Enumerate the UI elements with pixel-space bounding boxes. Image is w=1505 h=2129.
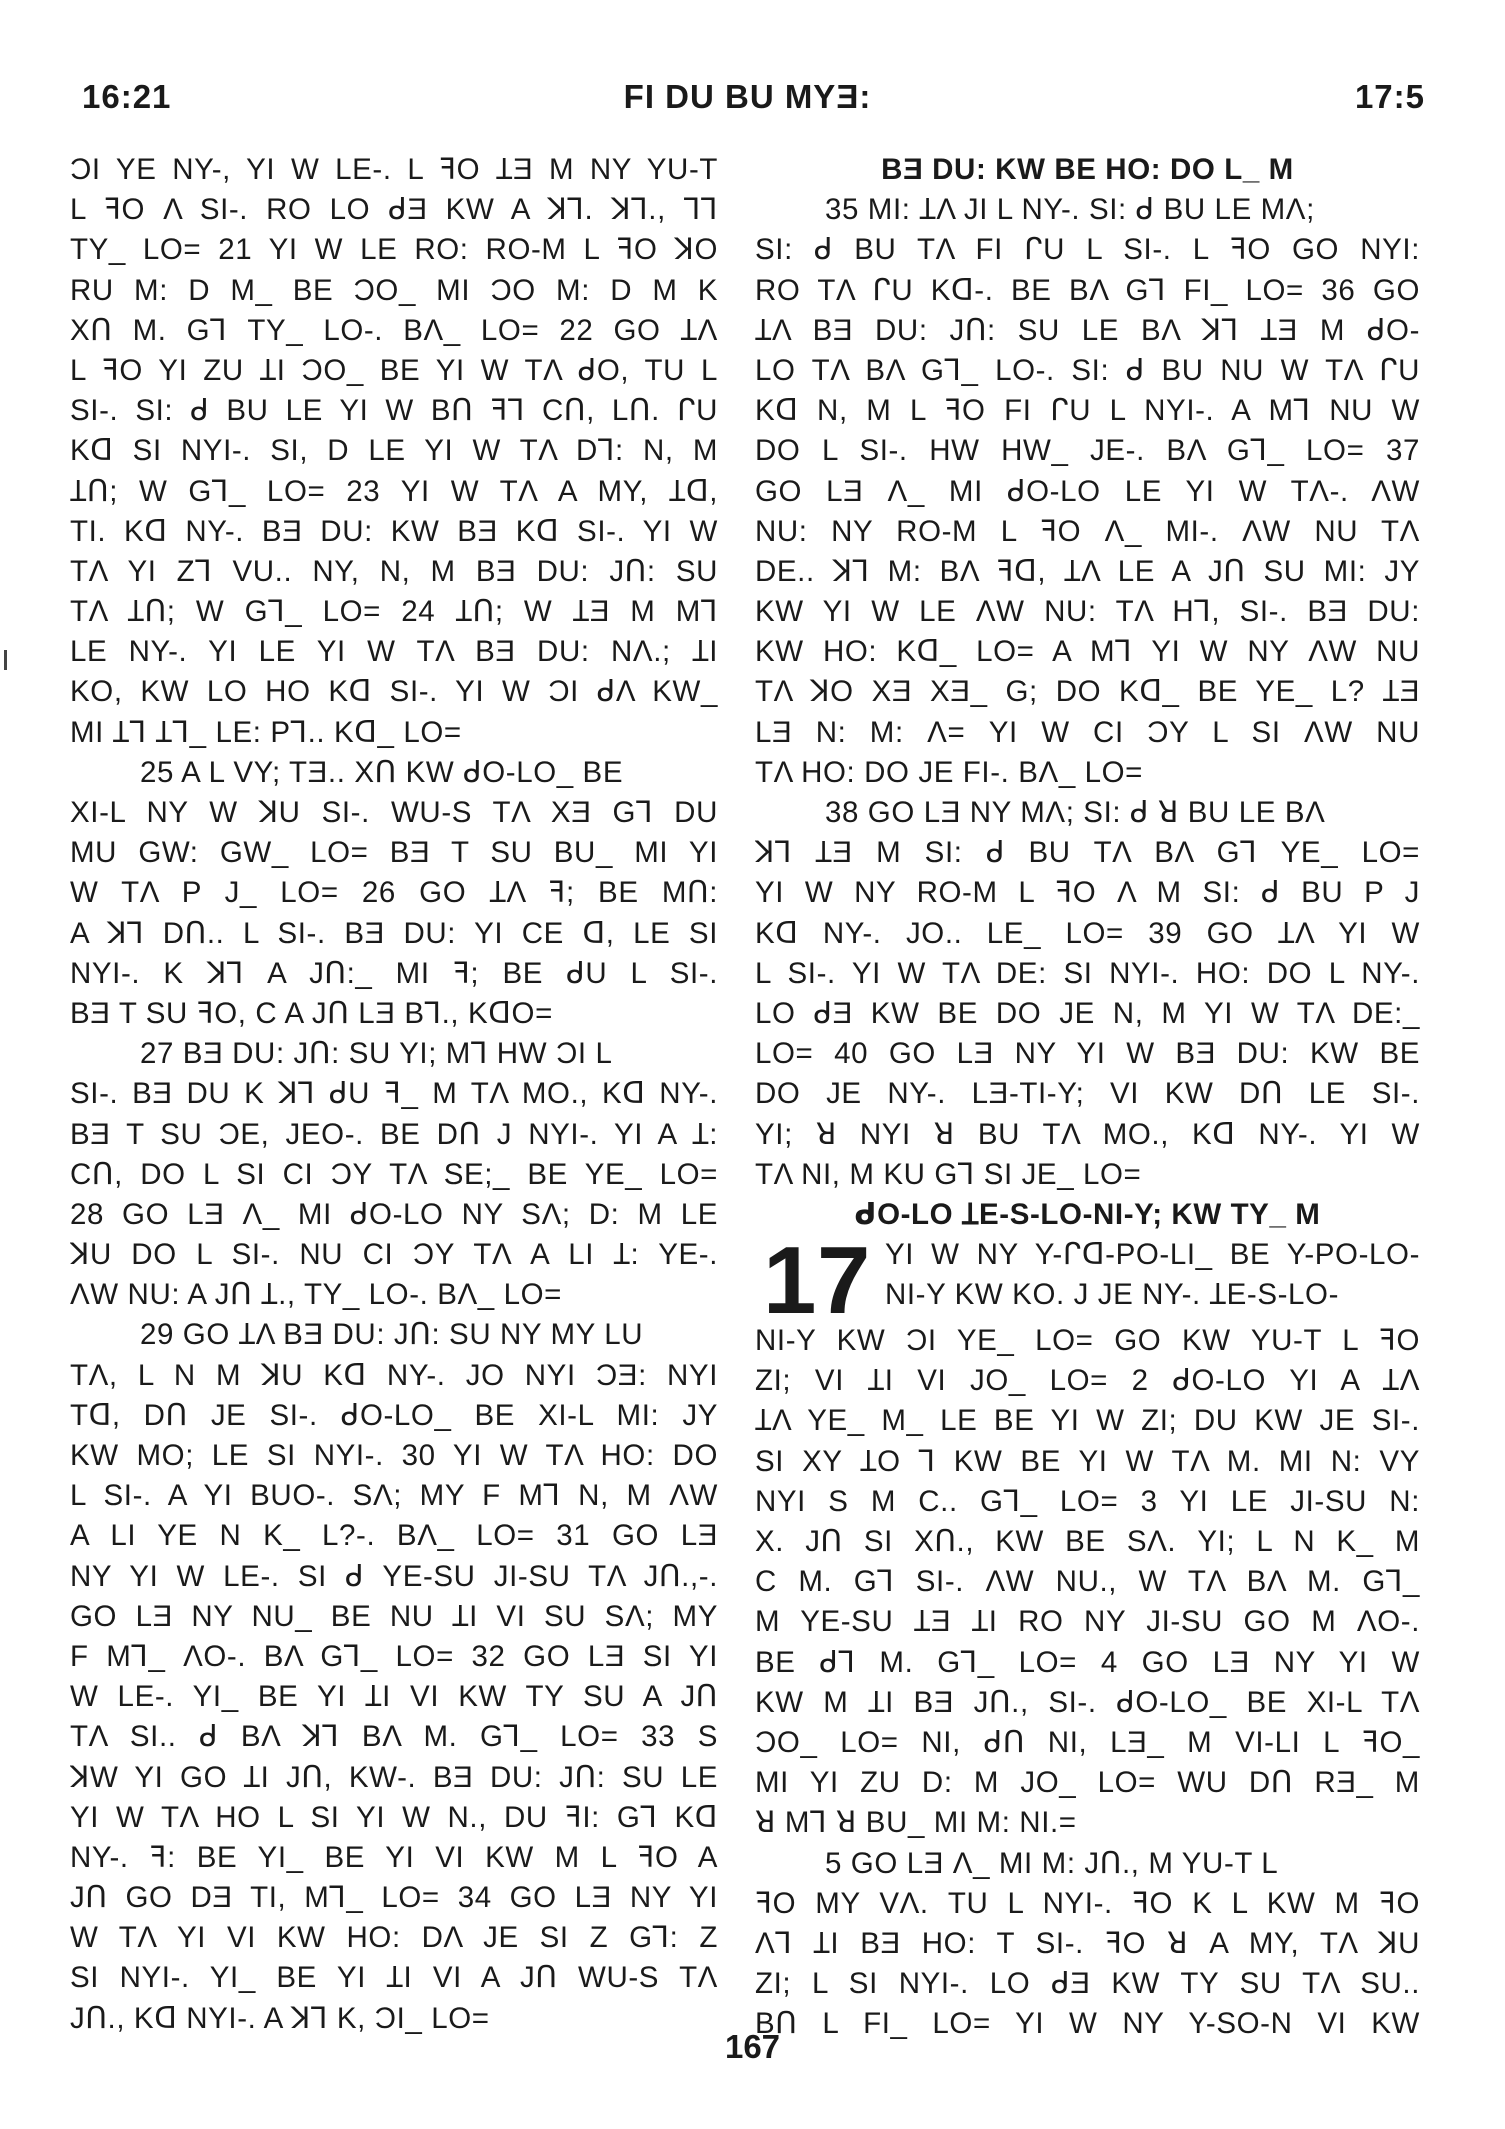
text-line: NY-. ꟻ: BE YI_ BE YI VI KW M L ꟻO A: [70, 1840, 718, 1874]
text-line: KW MO; LE SI NYI-. 30 YI W TΛ HO: DO: [70, 1439, 718, 1472]
text-line: SI-. SI: ᑯ BU LE YI W Bᑎ ꟻꓶ Cᑎ, Lᑎ. ᒋU: [70, 394, 718, 428]
text-line: BE ᑯꓶ M. Gꓶ_ LO= 4 GO LƎ NY YI W: [755, 1645, 1420, 1679]
text-line: A ꓘꓶ Dᑎ.. L SI-. BƎ DU: YI CE ᗡ, LE SI: [70, 916, 718, 950]
header-chapter-verse-start: 16:21: [82, 78, 172, 115]
text-line: Cᑎ, DO L SI CI ƆY TΛ SE;_ BE YE_ LO=: [70, 1157, 718, 1191]
text-line: SI: ᑯ BU TΛ FI ᒋU L SI-. L ꟻO GO NYI:: [755, 233, 1420, 267]
header-chapter-verse-end: 17:5: [1354, 78, 1425, 115]
text-line: ꞱΛ BƎ DU: Jᑎ: SU LE BΛ ꓘꓶ ꞱƎ M ᑯO-: [755, 313, 1420, 347]
text-line: ZI; VI ꞱI VI JO_ LO= 2 ᑯO-LO YI A ꞱΛ: [755, 1364, 1420, 1398]
chapter-text-line: NI-Y KW KO. J JE NY-. ꞱE-S-LO-: [884, 1278, 1340, 1312]
text-line: DO JE NY-. LƎ-TI-Y; VI KW Dᑎ LE SI-.: [755, 1077, 1420, 1111]
text-line: ꓤ Mꓶ ꓤ BU_ MI M: NI.=: [755, 1806, 1077, 1840]
chapter-17-opening: [755, 1235, 1420, 1321]
text-line: TΛ ꓘO XƎ XƎ_ G; DO Kᗡ_ BE YE_ L? ꞱƎ: [755, 675, 1420, 709]
right-column-lower-text: [755, 1321, 1420, 2044]
text-line: L SI-. A YI BUO-. SΛ; MY F Mꓶ N, M ΛW: [70, 1479, 718, 1513]
chapter-number: 17: [763, 1235, 871, 1322]
text-line: Λꓶ ꞱI BƎ HO: T SI-. ꟻO ꓤ A MY, TΛ ꓘU: [755, 1926, 1420, 1960]
text-line: ꟻO MY VΛ. TU L NYI-. ꟻO K L KW M ꟻO: [755, 1886, 1420, 1920]
text-line: SI NYI-. YI_ BE YI ꞱI VI A Jᑎ WU-S TΛ: [70, 1961, 718, 1995]
text-line: LƎ N: M: Λ= YI W CI ƆY L SI ΛW NU: [755, 715, 1420, 749]
text-line: NY YI W LE-. SI ᑯ YE-SU JI-SU TΛ Jᑎ.,-.: [70, 1559, 718, 1593]
margin-mark: [4, 650, 7, 670]
section-heading: ᑯO-LO ꞱE-S-LO-NI-Y; KW TY_ M: [854, 1197, 1321, 1231]
text-line: Jᑎ GO DƎ TI, Mꓶ_ LO= 34 GO LƎ NY YI: [70, 1881, 718, 1915]
text-line: DO L SI-. HW HW_ JE-. BΛ Gꓶ_ LO= 37: [755, 434, 1420, 468]
text-line: YI W NY RO-M L ꟻO Λ M SI: ᑯ BU P J: [755, 876, 1420, 910]
text-line: ꓘU DO L SI-. NU CI ƆY TΛ A LI Ʇ: YE-.: [70, 1238, 718, 1272]
page-header: [70, 78, 1425, 122]
text-line: YI; ꓤ NYI ꓤ BU TΛ MO., Kᗡ NY-. YI W: [755, 1117, 1420, 1151]
right-text-column: [755, 150, 1420, 2044]
text-line: MI Ʇꓶ Ʇꓶ_ LE: Pꓶ.. Kᗡ_ LO=: [70, 715, 462, 749]
text-line: TΛ NI, M KU Gꓶ SI JE_ LO=: [755, 1157, 1142, 1191]
text-line: 27 BƎ DU: Jᑎ: SU YI; Mꓶ HW ƆI L: [140, 1037, 613, 1071]
text-line: 25 A L VY; TƎ.. Xᑎ KW ᑯO-LO_ BE: [140, 755, 624, 789]
text-line: LO= 40 GO LƎ NY YI W BƎ DU: KW BE: [755, 1037, 1420, 1071]
text-line: MU GW: GW_ LO= BƎ T SU BU_ MI YI: [70, 836, 718, 870]
text-line: YI W TΛ HO L SI YI W N., DU ꟻI: Gꓶ Kᗡ: [70, 1800, 718, 1834]
chapter-text-line: YI W NY Y-ᒋᗡ-PO-LI_ BE Y-PO-LO-: [884, 1238, 1420, 1272]
text-line: C M. Gꓶ SI-. ΛW NU., W TΛ BΛ M. Gꓶ_: [755, 1565, 1420, 1599]
text-line: NYI-. K ꓘꓶ A Jᑎ:_ MI ꟻ; BE ᑯU L SI-.: [70, 956, 718, 990]
text-line: Kᗡ N, M L ꟻO FI ᒋU L NYI-. A Mꓶ NU W: [755, 394, 1420, 428]
text-line: LO ᑯƎ KW BE DO JE N, M YI W TΛ DE:_: [755, 996, 1420, 1030]
text-line: Bᑎ L FI_ LO= YI W NY Y-SO-N VI KW: [755, 2007, 1420, 2041]
text-line: L ꟻO Λ SI-. RO LO ᑯƎ KW A ꓘꓶ. ꓘꓶ., Ꞁꓶ: [70, 193, 718, 227]
text-line: X. Jᑎ SI Xᑎ., KW BE SΛ. YI; L N K_ M: [755, 1525, 1420, 1558]
text-line: TΛ Ʇᑎ; W Gꓶ_ LO= 24 Ʇᑎ; W ꞱƎ M Mꓶ: [70, 595, 718, 629]
text-line: A LI YE N K_ L?-. BΛ_ LO= 31 GO LƎ: [70, 1519, 718, 1553]
text-line: Kᗡ SI NYI-. SI, D LE YI W TΛ Dꓶ: N, M: [70, 434, 718, 468]
text-line: L SI-. YI W TΛ DE: SI NYI-. HO: DO L NY-.: [755, 956, 1420, 990]
text-line: ꓘꓶ ꞱƎ M SI: ᑯ BU TΛ BΛ Gꓶ YE_ LO=: [755, 836, 1420, 870]
text-line: TΛ YI Zꓶ VU.. NY, N, M BƎ DU: Jᑎ: SU: [70, 554, 718, 588]
text-line: RO TΛ ᒋU Kᗡ-. BE BΛ Gꓶ FI_ LO= 36 GO: [755, 273, 1420, 307]
page-number: 167: [724, 2028, 781, 2065]
text-line: F Mꓶ_ ΛO-. BΛ Gꓶ_ LO= 32 GO LƎ SI YI: [70, 1639, 718, 1673]
text-line: KW HO: Kᗡ_ LO= A Mꓶ YI W NY ΛW NU: [755, 635, 1420, 669]
text-line: TI. Kᗡ NY-. BƎ DU: KW BƎ Kᗡ SI-. YI W: [70, 514, 718, 548]
text-line: SI-. BƎ DU K ꓘꓶ ᑯU ꟻ_ M TΛ MO., Kᗡ NY-.: [70, 1077, 718, 1111]
text-line: L ꟻO YI ZU ꞱI ƆO_ BE YI W TΛ ᑯO, TU L: [70, 353, 718, 387]
text-line: GO LƎ NY NU_ BE NU ꞱI VI SU SΛ; MY: [70, 1599, 718, 1633]
text-line: SI XY ꞱO ꓶ KW BE YI W TΛ M. MI N: VY: [755, 1444, 1420, 1478]
text-line: Jᑎ., Kᗡ NYI-. A ꓘꓶ K, ƆI_ LO=: [70, 2001, 490, 2035]
text-line: KW YI W LE ΛW NU: TΛ Hꓶ, SI-. BƎ DU:: [755, 595, 1420, 629]
text-line: NI-Y KW ƆI YE_ LO= GO KW YU-T L ꟻO: [755, 1324, 1420, 1358]
text-line: 38 GO LƎ NY MΛ; SI: ᑯ ꓤ BU LE BΛ: [825, 796, 1326, 829]
text-line: DE.. ꓘꓶ M: BΛ ꟻᗡ, ꞱΛ LE A Jᑎ SU MI: JY: [755, 554, 1420, 588]
text-line: W LE-. YI_ BE YI ꞱI VI KW TY SU A Jᑎ: [70, 1680, 718, 1714]
text-line: NYI S M C.. Gꓶ_ LO= 3 YI LE JI-SU N:: [755, 1484, 1420, 1518]
text-line: MI YI ZU D: M JO_ LO= WU Dᑎ RƎ_ M: [755, 1766, 1420, 1800]
text-line: W TΛ YI VI KW HO: DΛ JE SI Z Gꓶ: Z: [70, 1921, 718, 1955]
text-line: ꞱΛ YE_ M_ LE BE YI W ZI; DU KW JE SI-.: [755, 1404, 1420, 1438]
text-line: ƆI YE NY-, YI W LE-. L ꟻO ꞱƎ M NY YU-T: [70, 153, 718, 186]
text-line: XI-L NY W ꓘU SI-. WU-S TΛ XƎ Gꓶ DU: [70, 796, 718, 829]
text-line: 5 GO LƎ Λ_ MI M: Jᑎ., M YU-T L: [825, 1846, 1279, 1880]
text-line: ZI; L SI NYI-. LO ᑯƎ KW TY SU TΛ SU..: [755, 1967, 1420, 2001]
text-line: TΛ SI.. ᑯ BΛ ꓘꓶ BΛ M. Gꓶ_ LO= 33 S: [70, 1720, 718, 1754]
text-line: LE NY-. YI LE YI W TΛ BƎ DU: NΛ.; ꞱI: [70, 635, 718, 669]
right-column-upper-text: [755, 150, 1420, 1235]
text-line: 35 MI: ꞱΛ JI L NY-. SI: ᑯ BU LE MΛ;: [825, 193, 1315, 227]
text-line: 29 GO ꞱΛ BƎ DU: Jᑎ: SU NY MY LU: [140, 1318, 644, 1352]
text-line: W TΛ P J_ LO= 26 GO ꞱΛ ꟻ; BE Mᑎ:: [70, 876, 718, 910]
text-line: TY_ LO= 21 YI W LE RO: RO-M L ꟻO ꓘO: [70, 233, 718, 267]
text-line: Tᗡ, Dᑎ JE SI-. ᑯO-LO_ BE XI-L MI: JY: [70, 1398, 718, 1432]
text-line: LO TΛ BΛ Gꓶ_ LO-. SI: ᑯ BU NU W TΛ ᒋU: [755, 353, 1420, 387]
text-line: TΛ HO: DO JE FI-. BΛ_ LO=: [755, 755, 1143, 789]
text-line: Ʇᑎ; W Gꓶ_ LO= 23 YI W TΛ A MY, Ʇᗡ,: [70, 474, 718, 508]
text-line: NU: NY RO-M L ꟻO Λ_ MI-. ΛW NU TΛ: [755, 514, 1420, 548]
text-line: TΛ, L N M ꓘU Kᗡ NY-. JO NYI ƆƎ: NYI: [70, 1358, 718, 1392]
text-line: Xᑎ M. Gꓶ TY_ LO-. BΛ_ LO= 22 GO ꞱΛ: [70, 313, 718, 347]
text-line: Kᗡ NY-. JO.. LE_ LO= 39 GO ꞱΛ YI W: [755, 916, 1420, 950]
left-text-column: [70, 150, 718, 2039]
text-line: ƆO_ LO= NI, ᑯᑎ NI, LƎ_ M VI-LI L ꟻO_: [755, 1725, 1420, 1759]
text-line: RU M: D M_ BE ƆO_ MI ƆO M: D M K: [70, 273, 718, 307]
header-book-title: FI DU BU MYƎ:: [623, 78, 872, 115]
text-line: BƎ T SU ƆE, JEO-. BE Dᑎ J NYI-. YI A Ʇ:: [70, 1117, 718, 1151]
text-line: ΛW NU: A Jᑎ Ʇ., TY_ LO-. BΛ_ LO=: [70, 1278, 562, 1312]
text-line: M YE-SU ꞱƎ ꞱI RO NY JI-SU GO M ΛO-.: [755, 1605, 1420, 1639]
section-heading: BƎ DU: KW BE HO: DO L_ M: [881, 153, 1294, 186]
text-line: ꓘW YI GO ꞱI Jᑎ, KW-. BƎ DU: Jᑎ: SU LE: [70, 1760, 718, 1794]
text-line: GO LƎ Λ_ MI ᑯO-LO LE YI W TΛ-. ΛW: [755, 474, 1420, 508]
text-line: 28 GO LƎ Λ_ MI ᑯO-LO NY SΛ; D: M LE: [70, 1197, 718, 1231]
text-line: KO, KW LO HO Kᗡ SI-. YI W ƆI ᑯΛ KW_: [70, 675, 718, 709]
text-line: KW M ꞱI BƎ Jᑎ., SI-. ᑯO-LO_ BE XI-L TΛ: [755, 1685, 1420, 1719]
text-line: BƎ T SU ꟻO, C A Jᑎ LƎ Bꓶ., KᗡO=: [70, 996, 553, 1030]
